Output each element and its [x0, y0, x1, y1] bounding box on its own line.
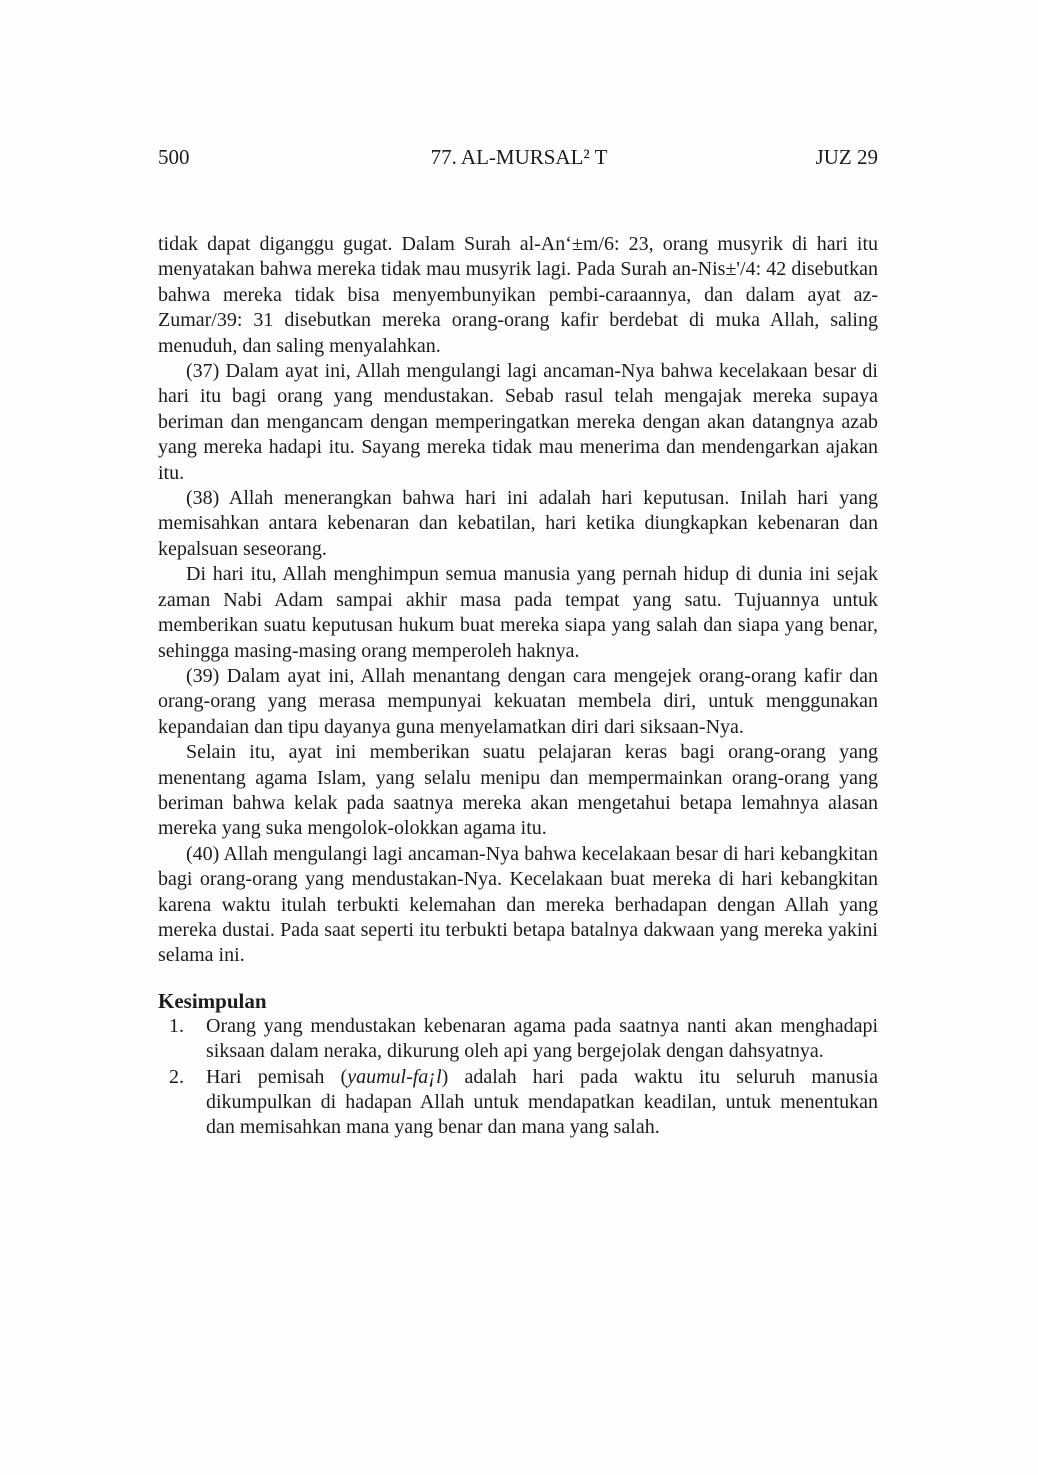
list-item-text — [206, 1066, 878, 1139]
page-number: 500 — [158, 145, 190, 169]
kesimpulan-list — [158, 1014, 878, 1141]
list-item-text: Orang yang mendustakan kebenaran agama pada saatnya nanti akan menghadapi siksaan dalam neraka, dikurung oleh api yang bergejolak dengan dahsyatnya. — [206, 1014, 878, 1063]
paragraph-ayat-38: (38) Allah menerangkan bahwa hari ini adalah hari keputusan. Inilah hari yang memisahkan antara kebenaran dan kebatilan, hari ketika diungkapkan kebenaran dan kepalsuan seseorang. — [158, 487, 878, 560]
kesimpulan-item-1 — [158, 1014, 878, 1065]
list-item-text-before: Hari pemisah ( — [206, 1065, 348, 1088]
paragraph-selain-itu: Selain itu, ayat ini memberikan suatu pelajaran keras bagi orang-orang yang menentang agama Islam, yang selalu menipu dan mempermainkan orang-orang yang beriman bahwa kelak pada saatnya mereka akan mengetahui betapa lemahnya alasan mereka yang suka mengolok-olokkan agama itu. — [158, 741, 878, 840]
running-head — [158, 144, 878, 170]
list-item-text-after: ) adalah hari pada waktu itu seluruh manusia dikumpulkan di hadapan Allah untuk mendapatkan keadilan, untuk menentukan dan memisahkan mana yang benar dan mana yang salah. — [206, 1065, 878, 1139]
paragraph-ayat-39: (39) Dalam ayat ini, Allah menantang dengan cara mengejek orang-orang kafir dan orang-orang yang merasa mempunyai kekuatan membela diri, untuk menggunakan kepandaian dan tipu dayanya guna menyelamatkan diri dari siksaan-Nya. — [158, 664, 878, 738]
kesimpulan-item-2 — [158, 1065, 878, 1141]
page-body — [158, 232, 878, 1141]
paragraph-di-hari-itu: Di hari itu, Allah menghimpun semua manusia yang pernah hidup di dunia ini sejak zaman Nabi Adam sampai akhir masa pada tempat yang satu. Tujuannya untuk memberikan suatu keputusan hukum buat mereka siapa yang salah dan siapa yang benar, sehingga masing-masing orang memperoleh haknya. — [158, 563, 878, 662]
juz-label: JUZ 29 — [815, 145, 878, 169]
paragraph-ayat-40: (40) Allah mengulangi lagi ancaman-Nya bahwa kecelakaan besar di hari kebangkitan bagi orang-orang yang mendustakan-Nya. Kecelakaan buat mereka di hari kebangkitan karena waktu itulah terbukti kelemahan dan mereka berhadapan dengan Allah yang mereka dustai. Pada saat seperti itu terbukti betapa batalnya dakwaan yang mereka yakini selama ini. — [158, 842, 878, 967]
paragraph-ayat-37: (37) Dalam ayat ini, Allah mengulangi lagi ancaman-Nya bahwa kecelakaan besar di hari itu bagi orang yang mendustakan. Sebab rasul telah mengajak mereka supaya beriman dan mengancam dengan memperingatkan mereka dengan akan datangnya azab yang mereka hadapi itu. Sayang mereka tidak mau menerima dan mendengarkan ajakan itu. — [158, 360, 878, 484]
transliteration-term: yaumul-fa¡l — [347, 1065, 442, 1088]
list-number: 1. — [169, 1014, 184, 1037]
list-number: 2. — [169, 1065, 184, 1088]
running-title: 77. AL-MURSAL² T — [430, 145, 608, 169]
kesimpulan-heading: Kesimpulan — [158, 988, 267, 1013]
paragraph-continuation: tidak dapat diganggu gugat. Dalam Surah al-An‘±m/6: 23, orang musyrik di hari itu menyatakan bahwa mereka tidak mau musyrik lagi. Pada Surah an-Nis±'/4: 42 disebutkan bahwa mereka tidak bisa menyembunyikan pembi-caraannya, dan dalam ayat az-Zumar/39: 31 disebutkan mereka orang-orang kafir berdebat di muka Allah, saling menuduh, dan saling menyalahkan. — [158, 233, 878, 357]
